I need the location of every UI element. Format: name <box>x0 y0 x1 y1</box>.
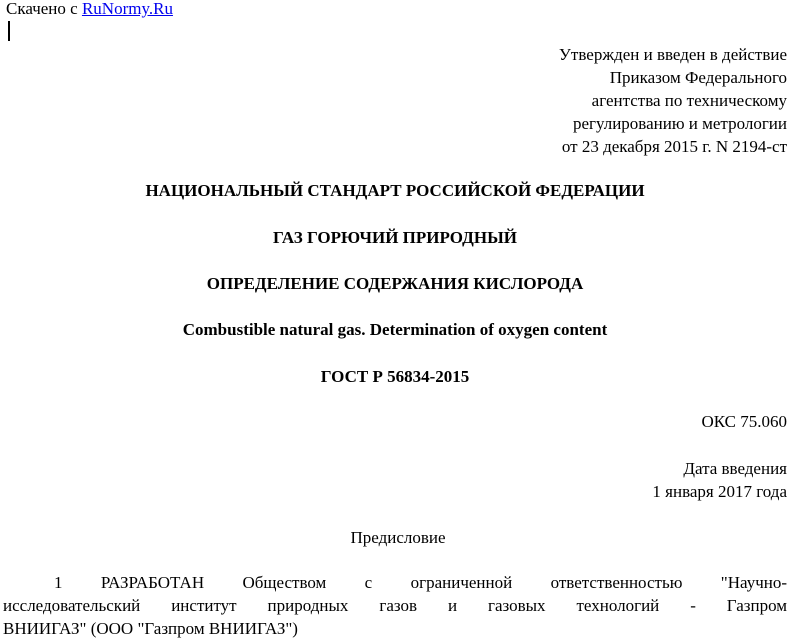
paragraph-line: 1 РАЗРАБОТАН Обществом с ограниченной ответственностью "Научно- <box>54 573 787 592</box>
introduction-date-value: 1 января 2017 года <box>652 482 787 501</box>
runormy-link[interactable]: RuNormy.Ru <box>81 0 173 18</box>
national-standard-heading: НАЦИОНАЛЬНЫЙ СТАНДАРТ РОССИЙСКОЙ ФЕДЕРАЦИИ <box>145 181 645 200</box>
source-line <box>6 0 173 20</box>
approval-line: Приказом Федерального <box>609 68 787 87</box>
paragraph-line: ВНИИГАЗ" (ООО "Газпром ВНИИГАЗ") <box>3 619 298 638</box>
title-ru-line-1: ГАЗ ГОРЮЧИЙ ПРИРОДНЫЙ <box>272 228 518 247</box>
oks-code: ОКС 75.060 <box>701 412 787 431</box>
paragraph-line: исследовательский институт природных газов и газовых технологий - Газпром <box>3 596 787 615</box>
source-prefix: Скачено с <box>6 0 82 18</box>
approval-block <box>559 43 787 158</box>
approval-line: от 23 декабря 2015 г. N 2194-ст <box>561 137 787 156</box>
approval-line: Утвержден и введен в действие <box>558 45 787 64</box>
introduction-date-label: Дата введения <box>683 459 787 478</box>
title-ru-line-2: ОПРЕДЕЛЕНИЕ СОДЕРЖАНИЯ КИСЛОРОДА <box>206 274 584 293</box>
approval-line: агентства по техническому <box>591 91 787 110</box>
title-en: Combustible natural gas. Determination of oxygen content <box>182 320 608 339</box>
approval-line: регулированию и метрологии <box>572 114 787 133</box>
preface-paragraph-1 <box>3 571 787 640</box>
introduction-date-block <box>652 457 787 503</box>
preface-title: Предисловие <box>350 528 446 547</box>
gost-number: ГОСТ Р 56834-2015 <box>320 367 470 386</box>
text-cursor <box>8 21 10 41</box>
